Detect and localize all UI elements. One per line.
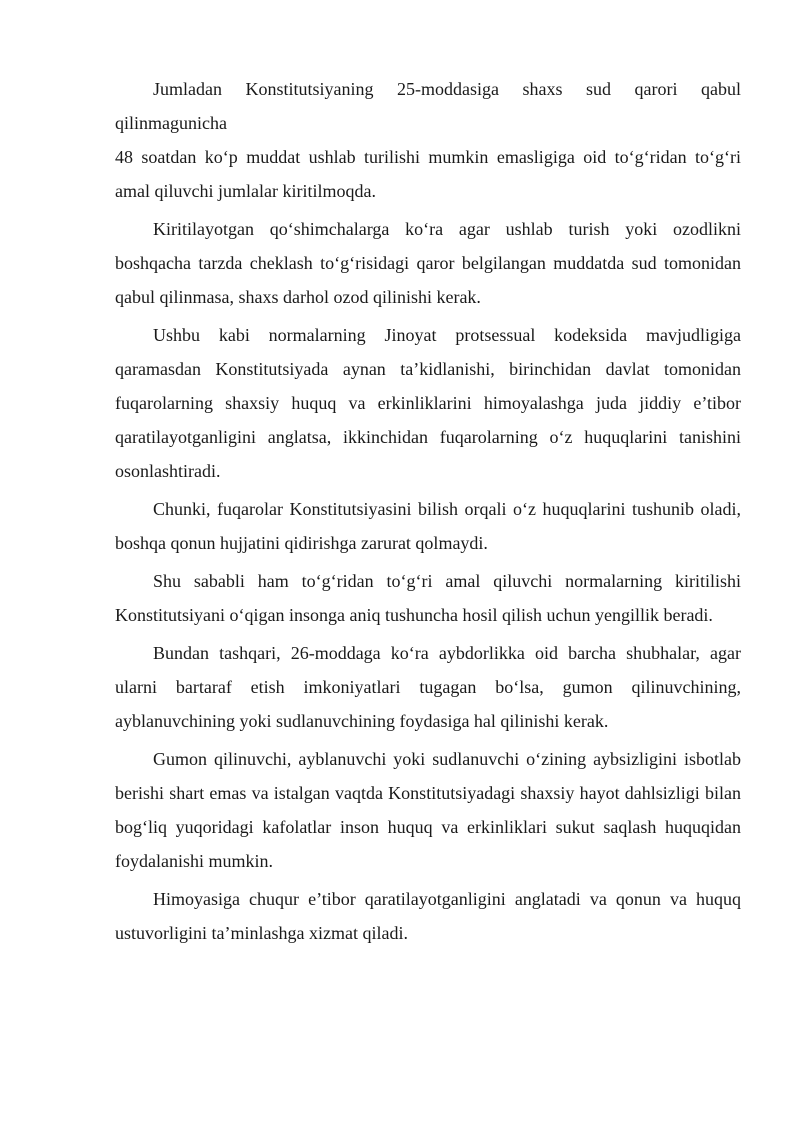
paragraph-3: Ushbu kabi normalarning Jinoyat protsessual kodeksida mavjudligiga qaramasdan Konstitutsiyada aynan ta’kidlanishi, birinchidan davlat tomonidan fuqarolarning shaxsiy huquq va erkinliklarini himoyalashga juda jiddiy e’tibor qaratilayotganligini anglatsa, ikkinchidan fuqarolarning o‘z huquqlarini tanishini osonlashtiradi. [115,325,741,481]
paragraph-7: Gumon qilinuvchi, ayblanuvchi yoki sudlanuvchi o‘zining aybsizligini isbotlab berishi shart emas va istalgan vaqtda Konstitutsiyadagi shaxsiy hayot dahlsizligi bilan bog‘liq yuqoridagi kafolatlar inson huquq va erkinliklari sukut saqlash huquqidan foydalanishi mumkin. [115,749,741,871]
document-page [115,72,741,954]
paragraph-1-line-2: qilinmagunicha [115,113,227,133]
paragraph-5: Shu sababli ham to‘g‘ridan to‘g‘ri amal qiluvchi normalarning kiritilishi Konstitutsiyani o‘qigan insonga aniq tushuncha hosil qilish uchun yengillik beradi. [115,571,741,625]
paragraph-8: Himoyasiga chuqur e’tibor qaratilayotganligini anglatadi va qonun va huquq ustuvorligini ta’minlashga xizmat qiladi. [115,889,741,943]
paragraph-1 [115,72,741,208]
paragraph-6: Bundan tashqari, 26-moddaga ko‘ra aybdorlikka oid barcha shubhalar, agar ularni bartaraf etish imkoniyatlari tugagan bo‘lsa, gumon qilinuvchining, ayblanuvchining yoki sudlanuvchining foydasiga hal qilinishi kerak. [115,643,741,731]
paragraph-1-line-3: 48 soatdan ko‘p muddat ushlab turilishi mumkin emasligiga oid to‘g‘ridan to‘g‘ri amal qiluvchi jumlalar kiritilmoqda. [115,147,741,201]
paragraph-1-line-1: Jumladan Konstitutsiyaning 25-moddasiga shaxs sud qarori qabul [153,79,741,99]
paragraph-2: Kiritilayotgan qo‘shimchalarga ko‘ra agar ushlab turish yoki ozodlikni boshqacha tarzda cheklash to‘g‘risidagi qaror belgilangan muddatda sud tomonidan qabul qilinmasa, shaxs darhol ozod qilinishi kerak. [115,219,741,307]
paragraph-4: Chunki, fuqarolar Konstitutsiyasini bilish orqali o‘z huquqlarini tushunib oladi, boshqa qonun hujjatini qidirishga zarurat qolmaydi. [115,499,741,553]
